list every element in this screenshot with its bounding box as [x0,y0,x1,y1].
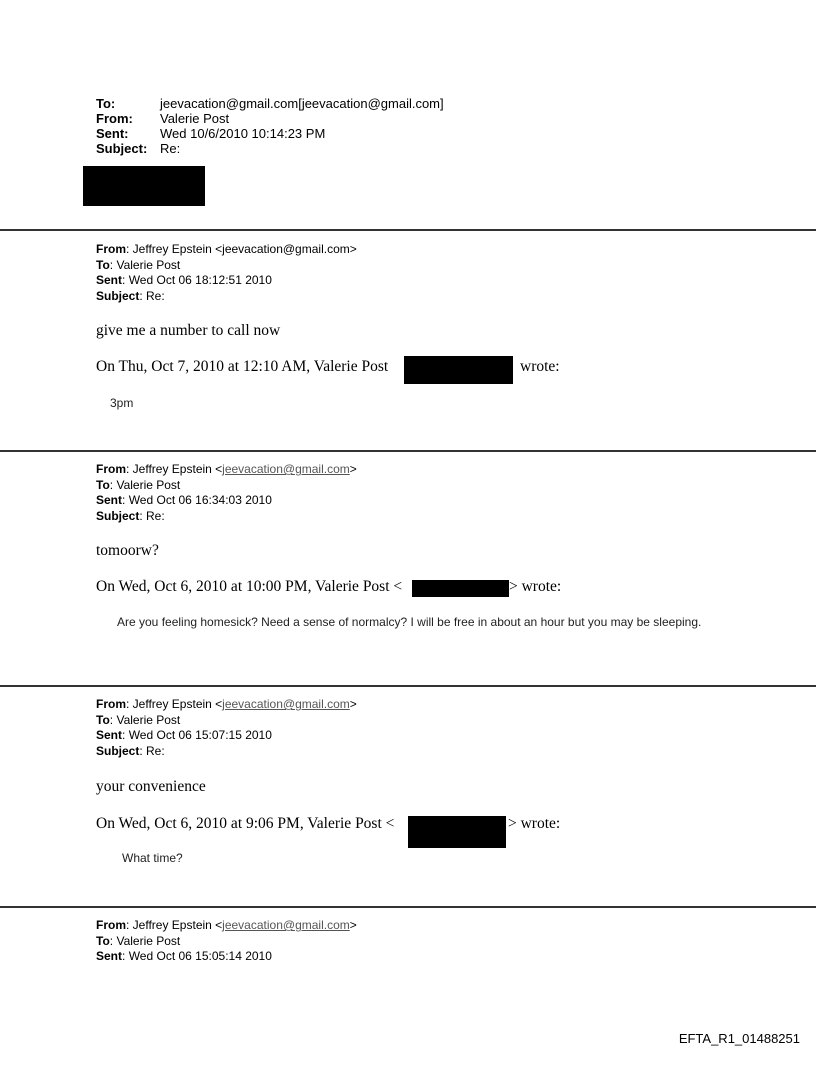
subject-line: Subject: Re: [96,508,165,523]
from-value: Valerie Post [160,111,230,126]
separator [0,450,816,452]
to-label: To: [96,96,116,111]
top-email-header [96,96,444,156]
to-line: To: Valerie Post [96,712,181,727]
message-body: your convenience [96,778,206,795]
message-header [96,462,357,524]
message-header [96,697,357,759]
subject-line: Subject: Re: [96,288,165,303]
sent-label: Sent [96,949,123,963]
redaction-box [83,166,205,206]
from-line: From: Jeffrey Epstein <jeevacation@gmail.com> [96,697,357,711]
quoted-reply: Are you feeling homesick? Need a sense of normalcy? I will be free in about an hour but you may be sleeping. [117,615,702,629]
wrote-suffix: > wrote: [508,815,561,832]
subject-value: Re: [146,743,165,758]
wrote-prefix: On Wed, Oct 6, 2010 at 10:00 PM, Valerie Post < [96,578,403,595]
subject-line: Subject: Re: [96,743,165,758]
redaction-box [408,816,506,848]
from-close: > [349,918,357,932]
to-line: To: Valerie Post [96,933,181,948]
email-link[interactable]: jeevacation@gmail.com [222,462,350,476]
message-header [96,242,357,304]
to-value: Valerie Post [116,712,181,727]
subject-row [96,141,444,156]
message-body: give me a number to call now [96,322,281,339]
to-value: Valerie Post [116,933,181,948]
subject-value: Re: [146,288,165,303]
sent-label: Sent [96,493,123,507]
from-name: Jeffrey Epstein < [132,697,223,711]
to-label: To [96,933,110,948]
sent-line: Sent: Wed Oct 06 15:07:15 2010 [96,728,272,742]
subject-label: Subject [96,288,140,303]
sent-line: Sent: Wed Oct 06 16:34:03 2010 [96,493,272,507]
to-label: To [96,257,110,272]
separator [0,685,816,687]
sent-label: Sent [96,728,123,742]
from-label: From [96,918,126,932]
from-name: Jeffrey Epstein < [132,462,223,476]
to-label: To [96,712,110,727]
wrote-prefix: On Thu, Oct 7, 2010 at 12:10 AM, Valerie Post [96,358,389,375]
to-line: To: Valerie Post [96,477,181,492]
to-row [96,96,444,111]
subject-label: Subject [96,508,140,523]
from-close: > [349,697,357,711]
sent-value: Wed Oct 06 15:07:15 2010 [128,728,272,742]
from-line: From: Jeffrey Epstein <jeevacation@gmail.com> [96,462,357,476]
message-header [96,918,357,965]
redaction-box [412,580,509,597]
subject-value: Re: [146,508,165,523]
from-line: From: Jeffrey Epstein <jeevacation@gmail.com> [96,918,357,932]
to-value: jeevacation@gmail.com[jeevacation@gmail.com] [160,96,444,111]
wrote-suffix: wrote: [520,358,560,375]
sent-line: Sent: Wed Oct 06 18:12:51 2010 [96,273,272,287]
to-value: Valerie Post [116,477,181,492]
from-label: From [96,242,126,256]
redaction-box [404,356,513,384]
sent-value: Wed Oct 06 18:12:51 2010 [128,273,272,287]
message-body: tomoorw? [96,542,159,559]
subject-label: Subject [96,743,140,758]
to-value: Valerie Post [116,257,181,272]
separator [0,906,816,908]
sent-line: Sent: Wed Oct 06 15:05:14 2010 [96,949,272,963]
from-line: From: Jeffrey Epstein <jeevacation@gmail.com> [96,242,357,256]
sent-label: Sent [96,273,123,287]
wrote-suffix: > wrote: [509,578,562,595]
to-line: To: Valerie Post [96,257,181,272]
email-link[interactable]: jeevacation@gmail.com [222,697,350,711]
subject-value: Re: [160,141,181,156]
wrote-prefix: On Wed, Oct 6, 2010 at 9:06 PM, Valerie Post < [96,815,395,832]
sent-row [96,126,444,141]
from-row [96,111,444,126]
sent-value: Wed Oct 06 16:34:03 2010 [128,493,272,507]
from-name: Jeffrey Epstein < [132,918,223,932]
separator [0,229,816,231]
quoted-reply: What time? [122,851,183,865]
from-value: Jeffrey Epstein <jeevacation@gmail.com> [132,242,357,256]
to-label: To [96,477,110,492]
sent-value: Wed Oct 06 15:05:14 2010 [128,949,272,963]
sent-label: Sent: [96,126,129,141]
from-label: From: [96,111,133,126]
from-label: From [96,462,126,476]
sent-value: Wed 10/6/2010 10:14:23 PM [160,126,326,141]
quoted-reply: 3pm [110,396,134,410]
email-link[interactable]: jeevacation@gmail.com [222,918,350,932]
subject-label: Subject: [96,141,148,156]
from-label: From [96,697,126,711]
document-id: EFTA_R1_01488251 [678,1031,800,1046]
from-close: > [349,462,357,476]
